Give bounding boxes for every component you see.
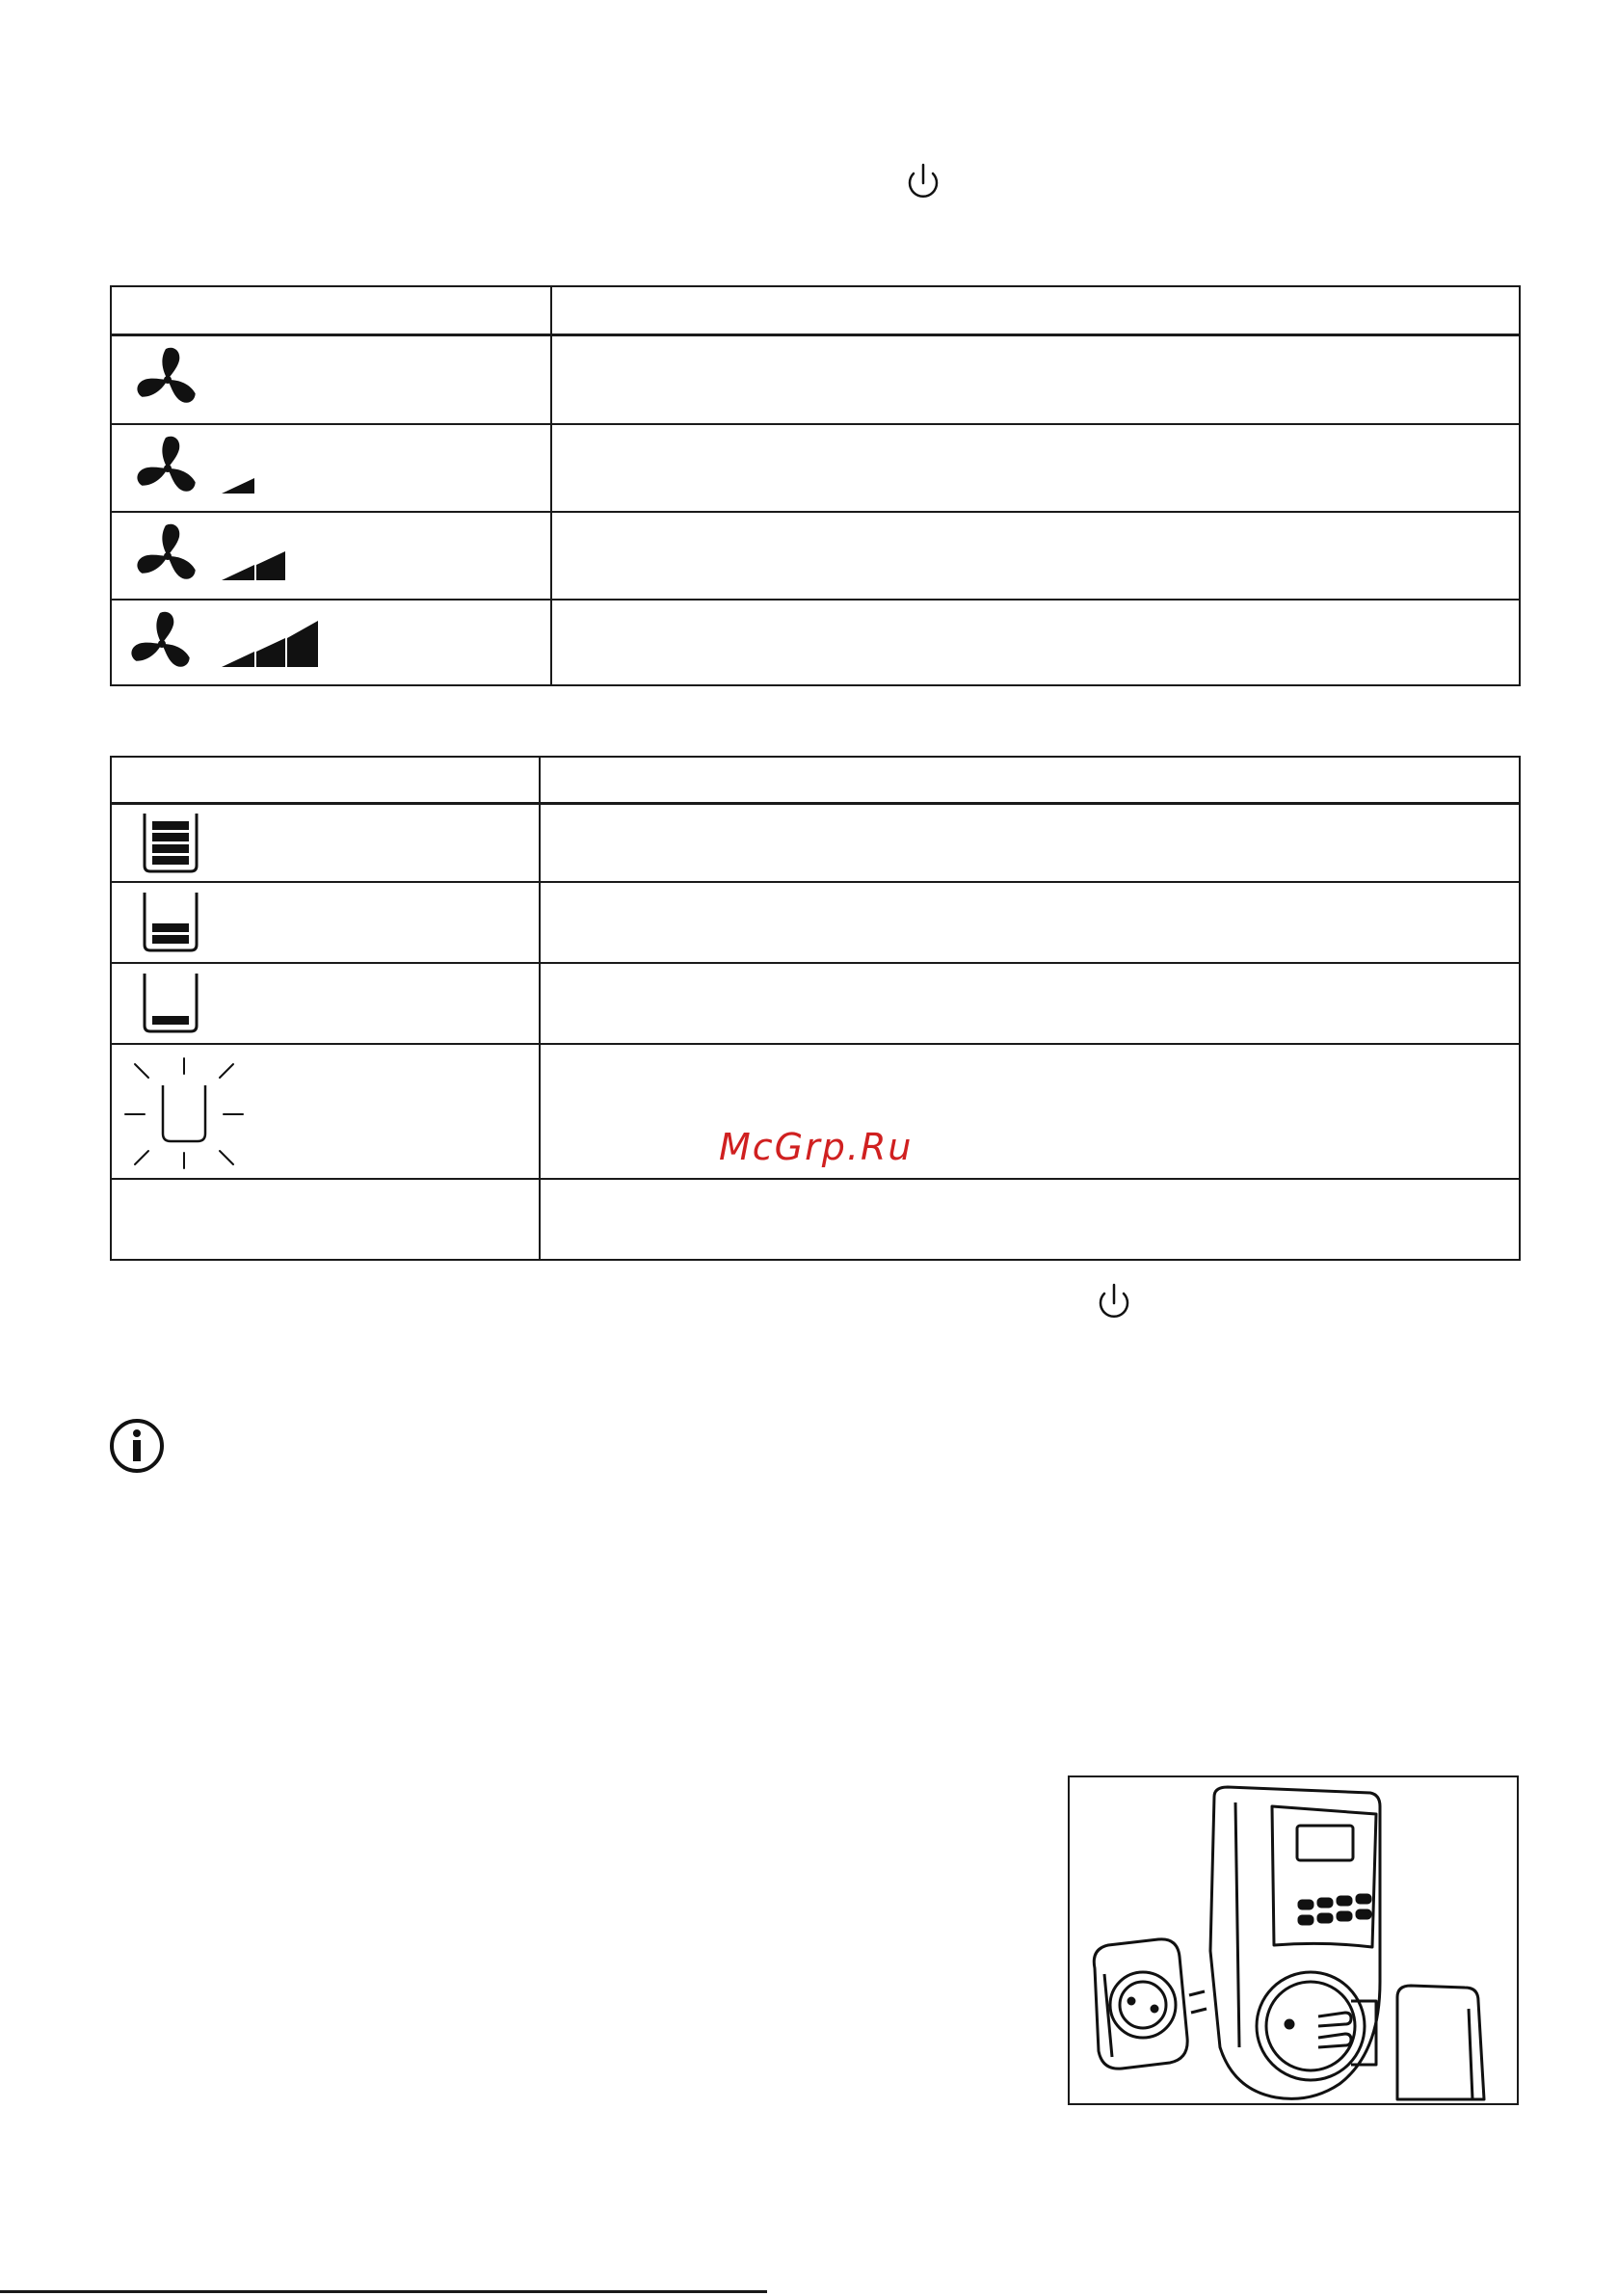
timer-socket-drawing bbox=[1070, 1777, 1517, 2103]
water-tank-icon bbox=[141, 812, 200, 873]
fan-icon bbox=[133, 434, 202, 503]
water-tank-icon bbox=[141, 891, 200, 952]
info-icon bbox=[108, 1417, 166, 1475]
footer-divider bbox=[0, 2290, 767, 2293]
fan-icon bbox=[133, 521, 202, 591]
water-tank-empty-blinking-icon bbox=[121, 1053, 247, 1172]
power-icon bbox=[1095, 1280, 1133, 1322]
fan-speed-table bbox=[110, 285, 1521, 686]
water-tank-table bbox=[110, 756, 1521, 1261]
fan-icon bbox=[127, 609, 197, 679]
fan-speed-bars-icon bbox=[222, 474, 260, 495]
fan-icon bbox=[133, 345, 202, 414]
fan-speed-bars-icon bbox=[222, 547, 289, 582]
power-icon bbox=[904, 160, 942, 202]
timer-plug-illustration bbox=[1068, 1775, 1519, 2105]
fan-speed-bars-icon bbox=[222, 619, 322, 669]
watermark: McGrp.Ru bbox=[719, 1126, 914, 1168]
water-tank-icon bbox=[141, 972, 200, 1033]
